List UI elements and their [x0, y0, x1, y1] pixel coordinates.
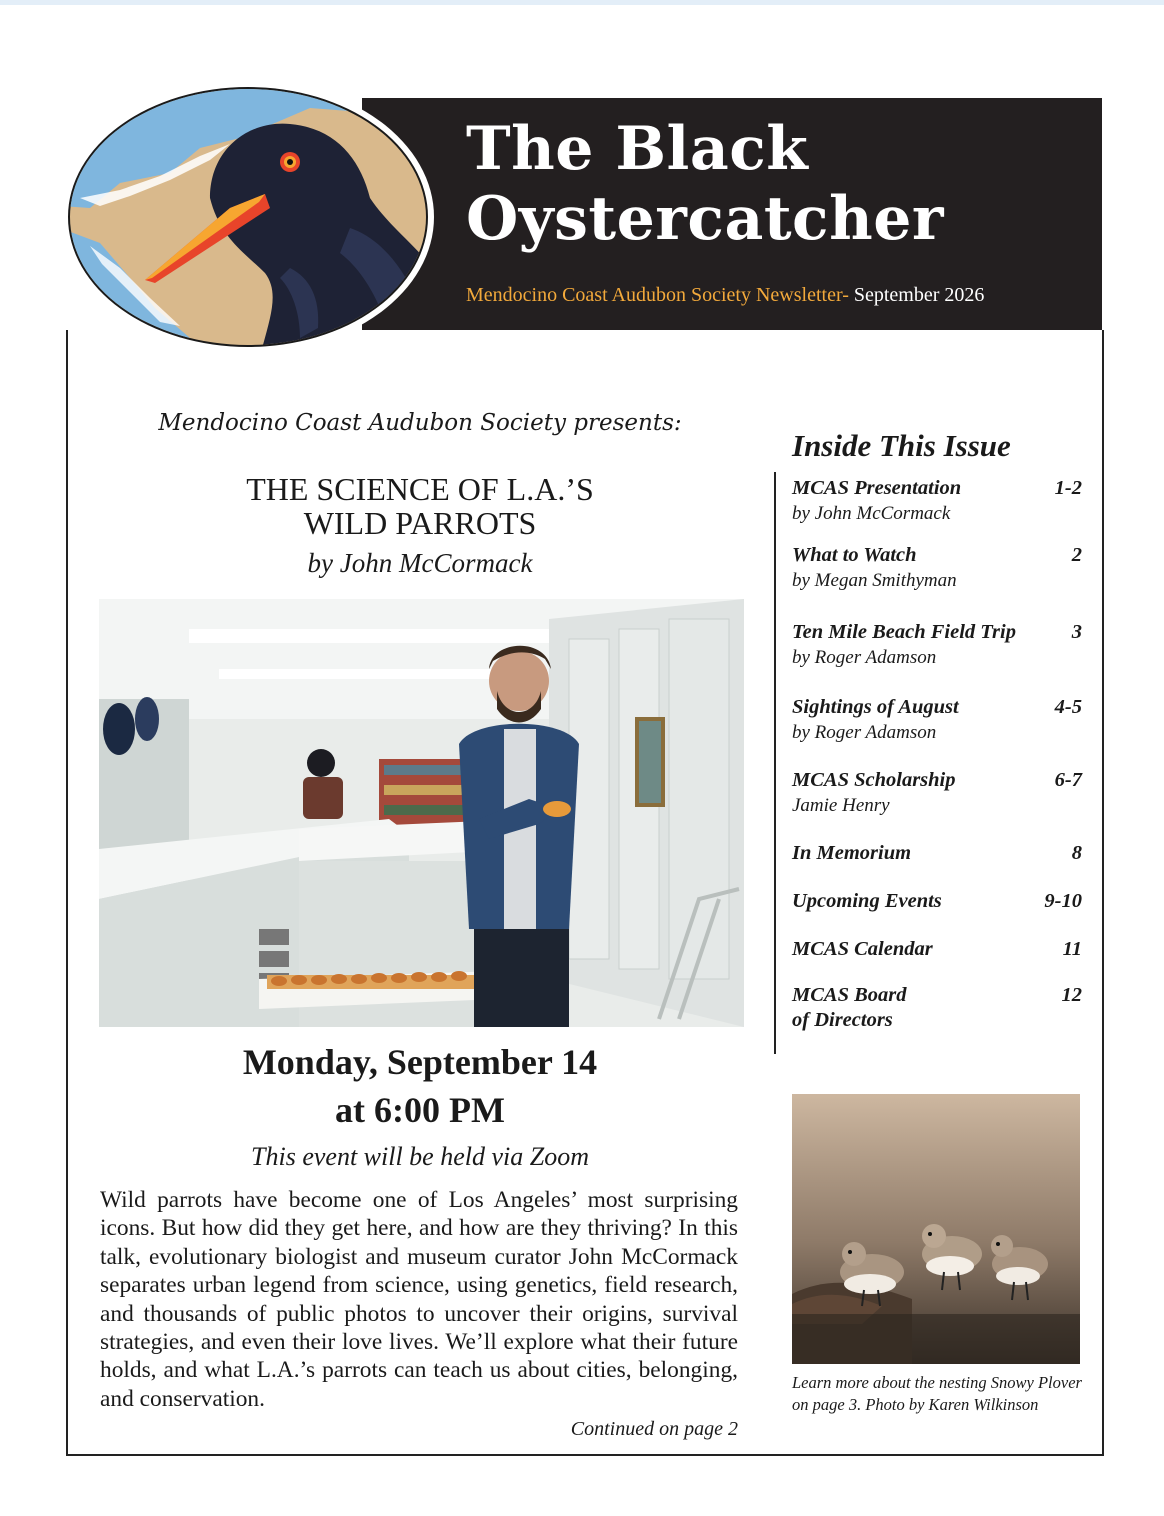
toc-item-memorium[interactable]: [792, 841, 1082, 866]
black-oystercatcher-logo-icon: [60, 78, 440, 356]
toc-item-byline: by Megan Smithyman: [792, 570, 957, 591]
toc-item-title: MCAS Presentation: [792, 477, 962, 499]
toc-item-title: Sightings of August: [792, 696, 959, 718]
photo-caption: Learn more about the nesting Snowy Plover on page 3. Photo by Karen Wilkinson: [792, 1373, 1082, 1414]
toc-item-calendar[interactable]: [792, 937, 1082, 962]
toc-item-title: In Memorium: [792, 842, 912, 864]
talk-title-line-1: THE SCIENCE OF L.A.’S: [246, 471, 594, 507]
title-line-1: The Black: [466, 114, 809, 184]
toc-item-sightings[interactable]: [792, 695, 1082, 745]
toc-item-title: MCAS Scholarship: [792, 769, 956, 791]
toc-item-pages: 12: [1061, 984, 1082, 1006]
toc-item-pages: 3: [1071, 621, 1082, 643]
newsletter-title: [466, 114, 944, 254]
toc-item-title: Upcoming Events: [792, 890, 942, 912]
toc-item-scholarship[interactable]: [792, 768, 1082, 818]
toc-item-pages: 6-7: [1054, 769, 1082, 791]
presents-line: Mendocino Coast Audubon Society presents:: [158, 410, 682, 436]
toc-item-title-continued: of Directors: [792, 1009, 893, 1031]
toc-item-pages: 8: [1071, 842, 1082, 864]
title-line-2: Oystercatcher: [466, 184, 944, 254]
talk-description: Wild parrots have become one of Los Angeles’ most surprising icons. But how did they get here, and how are they thriving? In this talk, evolutionary biologist and museum curator John McCormack separates urban legend from science, using genetics, field research, and thousands of public photos to uncover their origins, survival strategies, and even their love lives. We’ll explore what their future holds, and what L.A.’s parrots can teach us about cities, belonging, and conservation.: [100, 1187, 738, 1412]
toc-item-byline: by Roger Adamson: [792, 722, 937, 743]
toc-item-byline: by John McCormack: [792, 503, 951, 524]
event-time: at 6:00 PM: [335, 1090, 505, 1130]
toc-item-pages: 9-10: [1044, 890, 1082, 912]
toc-divider: [774, 472, 776, 1054]
issue-date: September 2026: [853, 284, 985, 306]
toc-item-pages: 1-2: [1054, 477, 1082, 499]
toc-item-byline: Jamie Henry: [792, 795, 890, 816]
toc-item-board[interactable]: [792, 983, 1082, 1033]
event-date-time: [100, 1038, 740, 1134]
talk-title-line-2: WILD PARROTS: [303, 505, 537, 541]
top-edge-strip: [0, 0, 1164, 5]
toc-item-what-to-watch[interactable]: [792, 543, 1082, 593]
toc-item-pages: 4-5: [1054, 696, 1082, 718]
toc-item-pages: 2: [1071, 544, 1082, 566]
talk-title: [100, 472, 740, 540]
toc-item-byline: by Roger Adamson: [792, 647, 937, 668]
masthead-banner: [362, 98, 1102, 330]
toc-item-presentation[interactable]: [792, 476, 1082, 526]
talk-author: by John McCormack: [307, 548, 533, 578]
event-date: Monday, September 14: [242, 1042, 598, 1082]
toc-item-title: MCAS Board: [792, 984, 907, 1006]
toc-item-title: Ten Mile Beach Field Trip: [792, 621, 1016, 643]
toc-item-field-trip[interactable]: [792, 620, 1082, 670]
toc-heading: Inside This Issue: [792, 428, 1011, 463]
newsletter-subtitle: [466, 284, 984, 307]
toc-item-title: MCAS Calendar: [792, 938, 933, 960]
subtitle-text: Mendocino Coast Audubon Society Newsletter-: [466, 284, 849, 306]
snowy-plover-photo: [792, 1094, 1080, 1364]
museum-collection-photo: [99, 599, 744, 1027]
toc-item-pages: 11: [1062, 938, 1082, 960]
toc-item-title: What to Watch: [792, 544, 917, 566]
event-location: This event will be held via Zoom: [251, 1142, 589, 1171]
toc-item-upcoming-events[interactable]: [792, 889, 1082, 914]
continued-link[interactable]: Continued on page 2: [570, 1418, 738, 1440]
